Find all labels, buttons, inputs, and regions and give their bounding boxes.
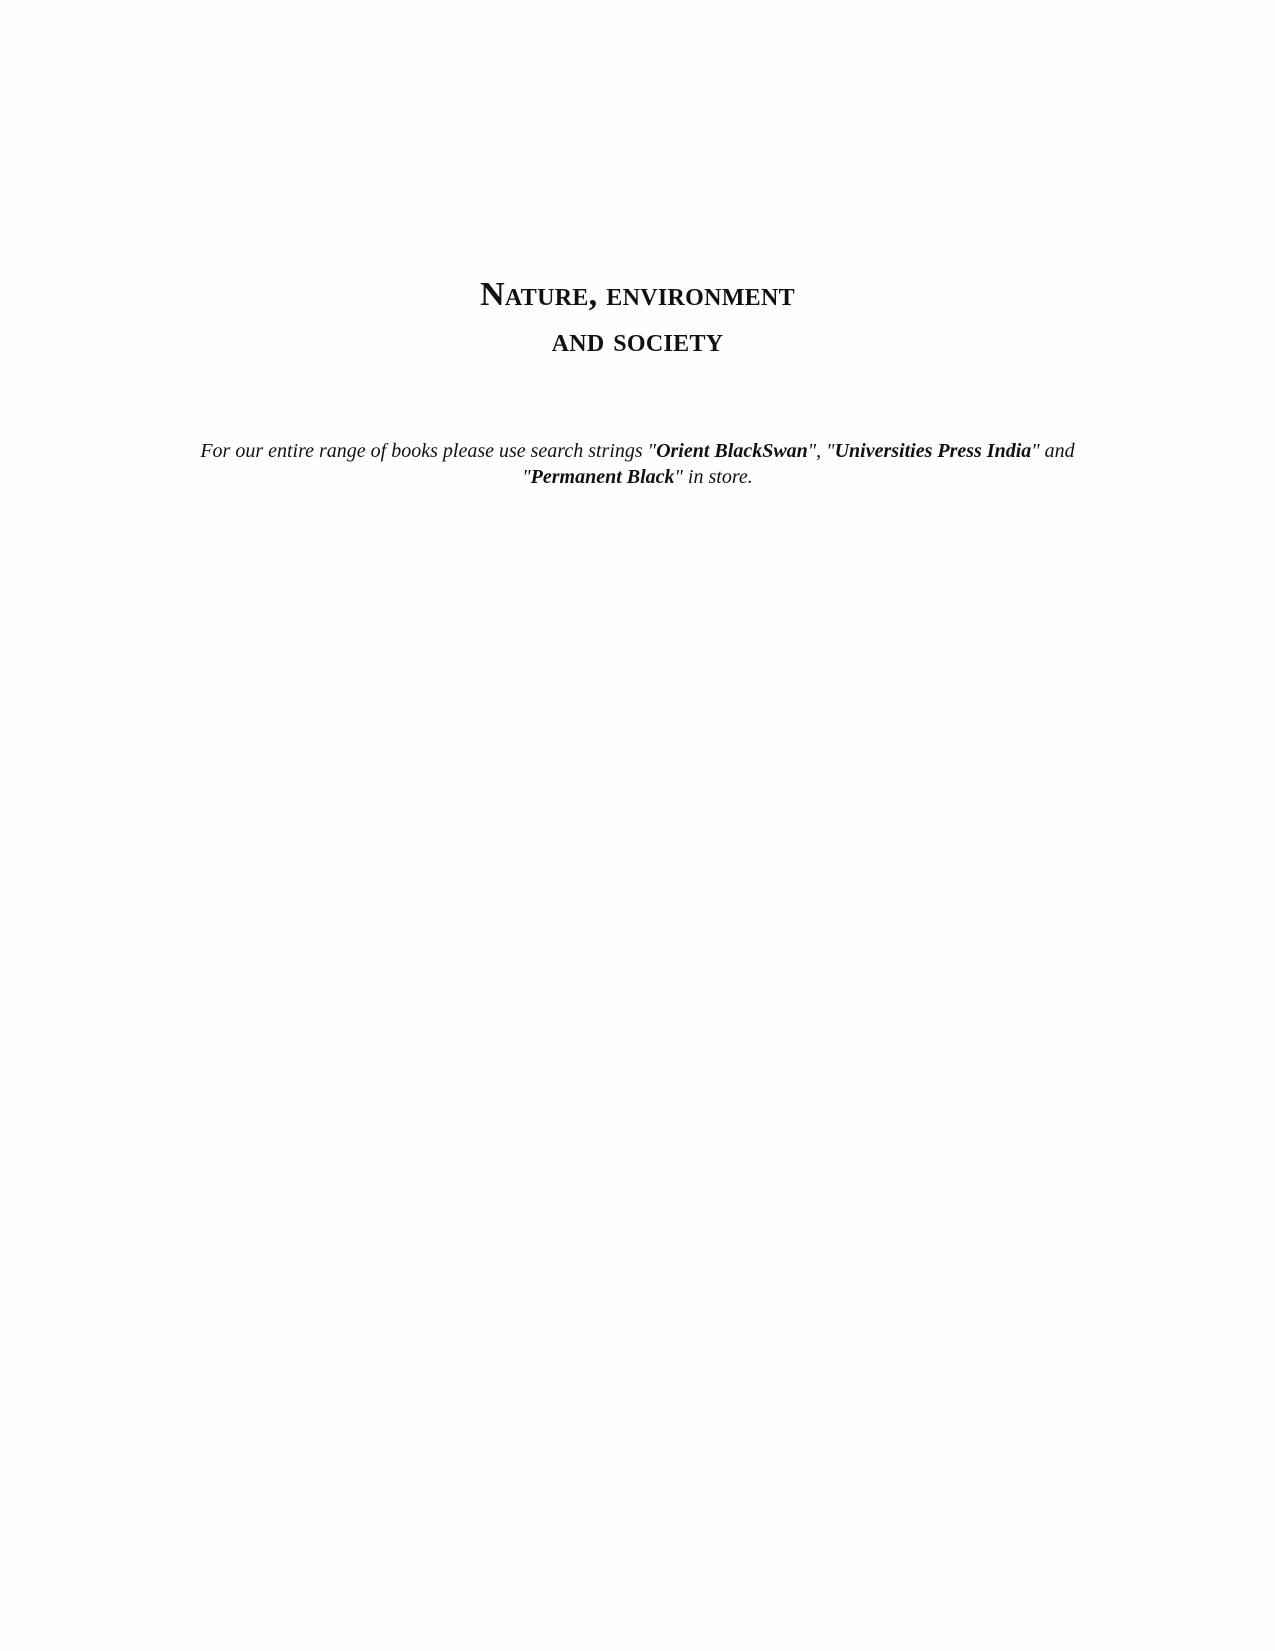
- search-strings-notice: [180, 438, 1095, 490]
- book-title: [0, 272, 1275, 364]
- book-title-line-1: Nature, environment: [480, 276, 795, 313]
- book-title-line-2: and society: [551, 322, 724, 359]
- search-term-permanent-black: Permanent Black: [530, 466, 675, 488]
- notice-separator-1: ", ": [807, 440, 835, 462]
- notice-prefix: For our entire range of books please use search strings ": [200, 440, 657, 462]
- notice-separator-2: " and ": [522, 440, 1075, 488]
- notice-suffix: " in store.: [674, 466, 753, 488]
- search-term-universities-press-india: Universities Press India: [834, 440, 1032, 462]
- search-term-orient-blackswan: Orient BlackSwan: [656, 440, 808, 462]
